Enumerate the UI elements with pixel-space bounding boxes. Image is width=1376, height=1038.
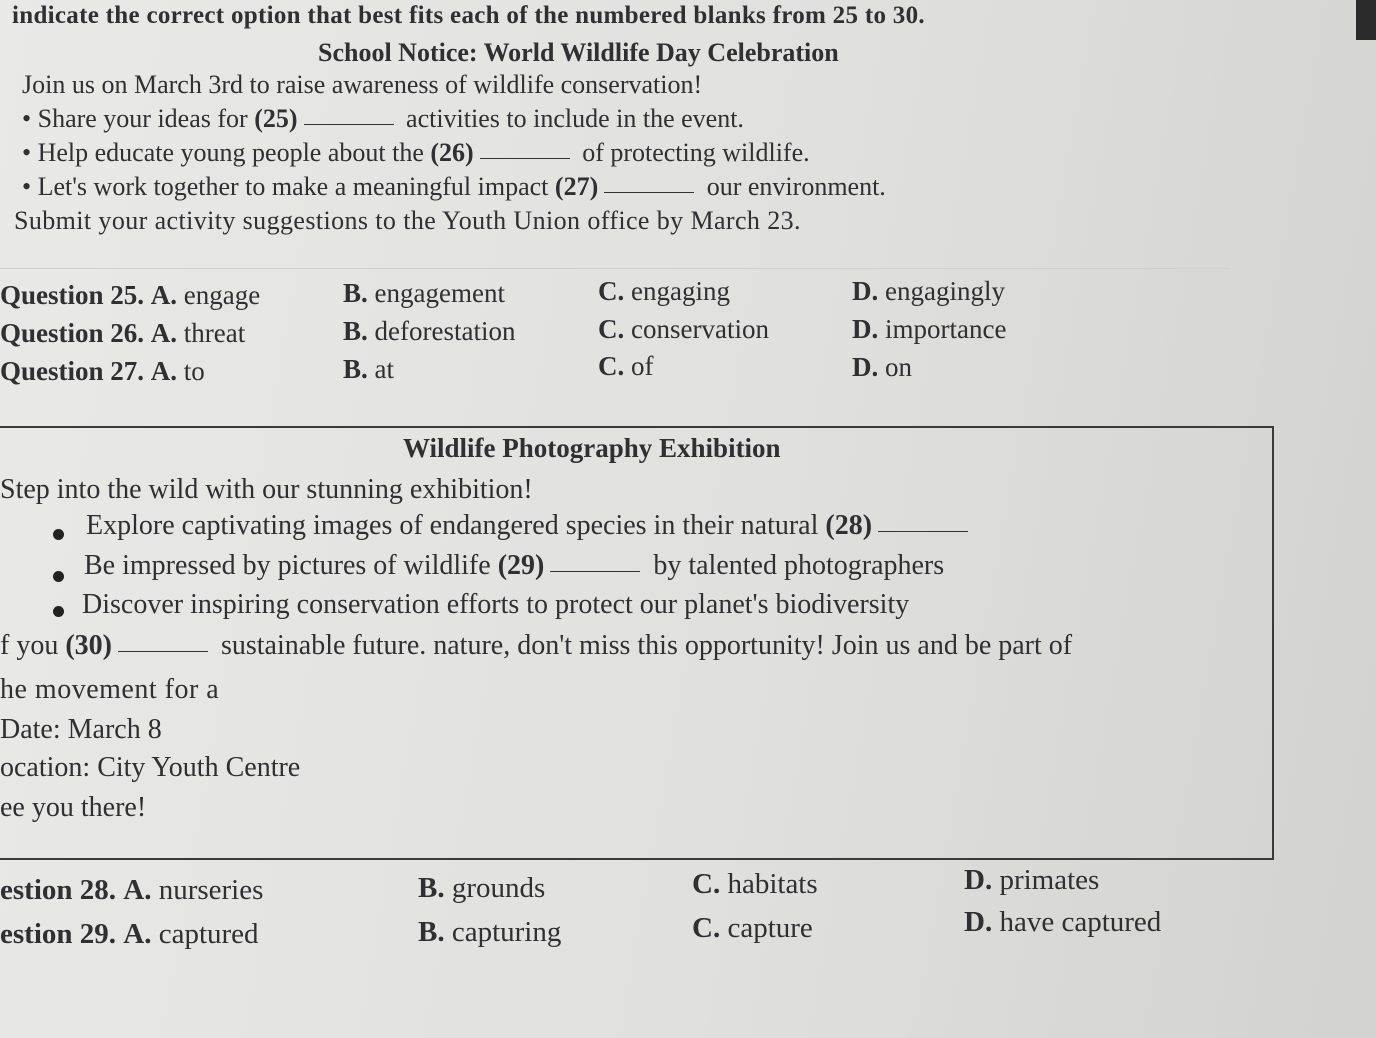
exhibition-see-you: ee you there! xyxy=(0,792,147,823)
question-label: Question 25. xyxy=(0,280,145,310)
option-letter-a: A. xyxy=(150,318,178,348)
blank-30 xyxy=(118,651,208,652)
exhibition-movement: he movement for a xyxy=(0,674,220,705)
question-label: Question 26. xyxy=(0,318,145,348)
blank-29 xyxy=(550,571,640,572)
option-c: habitats xyxy=(727,868,818,900)
question-row xyxy=(0,356,205,387)
blank-25 xyxy=(304,124,394,125)
option-a: to xyxy=(183,356,205,386)
option-d: engagingly xyxy=(885,276,1005,306)
notice-bullet-27 xyxy=(22,172,886,202)
notice-bullet-26 xyxy=(22,138,810,168)
question-label: estion 29. xyxy=(0,918,116,950)
option-letter-b: B. xyxy=(418,916,445,948)
question-label: Question 27. xyxy=(0,356,145,386)
notice-bullet-27-pre: • Let's work together to make a meaningful impact xyxy=(22,172,549,201)
option-letter-d: D. xyxy=(852,352,879,382)
exhibition-date: Date: March 8 xyxy=(0,714,162,745)
line-30-post: sustainable future. nature, don't miss this opportunity! Join us and be part of xyxy=(220,630,1073,661)
option-b-wrap xyxy=(418,916,561,949)
option-d-wrap xyxy=(852,352,912,383)
option-c: capture xyxy=(727,912,813,944)
option-letter-d: D. xyxy=(964,906,993,938)
option-a: captured xyxy=(158,918,259,950)
blank-number-26: (26) xyxy=(430,138,474,167)
option-letter-c: C. xyxy=(692,868,721,900)
bullet-dot xyxy=(53,606,64,617)
option-b: grounds xyxy=(451,872,546,904)
option-d-wrap xyxy=(852,276,1005,307)
option-d-wrap xyxy=(964,906,1161,939)
blank-number-27: (27) xyxy=(554,172,599,201)
option-d-wrap xyxy=(852,314,1006,345)
option-b: at xyxy=(374,354,395,384)
option-d-wrap xyxy=(964,864,1099,897)
exhibition-bullet-28-text: Explore captivating images of endangered species in their natural xyxy=(86,510,819,541)
paper-edge-shadow xyxy=(1356,0,1376,40)
question-row xyxy=(0,874,263,907)
notice-bullet-25 xyxy=(22,104,744,134)
option-b-wrap xyxy=(343,354,394,385)
question-label: estion 28. xyxy=(0,874,116,906)
option-letter-a: A. xyxy=(123,918,152,950)
blank-number-25: (25) xyxy=(254,104,298,133)
instruction-text: indicate the correct option that best fits each of the numbered blanks from 25 to 30. xyxy=(12,2,925,29)
question-row xyxy=(0,918,259,951)
divider xyxy=(0,268,1230,269)
option-letter-a: A. xyxy=(150,280,178,310)
question-row xyxy=(0,280,260,311)
option-b: deforestation xyxy=(374,316,516,346)
blank-26 xyxy=(480,158,570,159)
option-d: importance xyxy=(885,314,1007,344)
option-a: nurseries xyxy=(158,874,264,906)
option-d: on xyxy=(885,352,912,382)
option-letter-d: D. xyxy=(964,864,993,896)
option-letter-b: B. xyxy=(343,278,368,308)
option-c: of xyxy=(631,351,654,381)
bullet-dot xyxy=(53,529,64,540)
exhibition-bullet-28 xyxy=(86,510,974,542)
option-c-wrap xyxy=(598,314,769,345)
option-letter-d: D. xyxy=(852,314,879,344)
notice-bullet-26-pre: • Help educate young people about the xyxy=(22,138,424,167)
option-letter-d: D. xyxy=(852,276,879,306)
notice-bullet-25-pre: • Share your ideas for xyxy=(22,104,248,133)
exhibition-bullet-29-pre: Be impressed by pictures of wildlife xyxy=(84,550,491,581)
notice-bullet-26-post: of protecting wildlife. xyxy=(582,138,810,167)
option-d: primates xyxy=(999,864,1100,896)
blank-number-30: (30) xyxy=(65,630,112,661)
option-c: engaging xyxy=(631,276,730,306)
notice-bullet-27-post: our environment. xyxy=(706,172,886,201)
blank-28 xyxy=(878,531,968,532)
blank-number-28: (28) xyxy=(825,510,873,541)
option-b: capturing xyxy=(451,916,562,948)
option-letter-c: C. xyxy=(598,314,625,344)
option-letter-c: C. xyxy=(692,912,721,944)
blank-27 xyxy=(604,192,694,193)
option-b-wrap xyxy=(343,278,505,309)
option-letter-c: C. xyxy=(598,276,625,306)
option-c-wrap xyxy=(692,912,813,945)
line-30-pre: f you xyxy=(0,630,59,661)
option-c-wrap xyxy=(598,351,654,382)
option-letter-a: A. xyxy=(150,356,178,386)
question-row xyxy=(0,318,245,349)
option-b-wrap xyxy=(418,872,545,905)
option-c-wrap xyxy=(598,276,730,307)
option-d: have captured xyxy=(999,906,1162,938)
option-letter-b: B. xyxy=(343,354,368,384)
option-letter-b: B. xyxy=(418,872,445,904)
option-c: conservation xyxy=(631,314,769,344)
option-letter-a: A. xyxy=(123,874,152,906)
exhibition-bullet-29-post: by talented photographers xyxy=(653,550,945,581)
option-a: engage xyxy=(183,280,261,310)
option-c-wrap xyxy=(692,868,818,901)
bullet-dot xyxy=(53,571,64,582)
notice-bullet-25-post: activities to include in the event. xyxy=(406,104,744,133)
option-letter-b: B. xyxy=(343,316,368,346)
option-b-wrap xyxy=(343,316,515,347)
notice-submit: Submit your activity suggestions to the Youth Union office by March 23. xyxy=(14,206,801,235)
exhibition-intro: Step into the wild with our stunning exhibition! xyxy=(0,474,533,505)
blank-number-29: (29) xyxy=(497,550,545,581)
exhibition-location: ocation: City Youth Centre xyxy=(0,752,301,783)
option-letter-c: C. xyxy=(598,351,625,381)
exhibition-bullet-3: Discover inspiring conservation efforts to protect our planet's biodiversity xyxy=(82,589,910,620)
notice-title: School Notice: World Wildlife Day Celebration xyxy=(318,38,839,67)
exhibition-title: Wildlife Photography Exhibition xyxy=(403,433,781,463)
exhibition-bullet-29 xyxy=(84,550,944,582)
notice-intro: Join us on March 3rd to raise awareness of wildlife conservation! xyxy=(22,70,703,99)
exhibition-line-30 xyxy=(0,630,1072,662)
option-a: threat xyxy=(183,318,246,348)
option-b: engagement xyxy=(374,278,505,308)
